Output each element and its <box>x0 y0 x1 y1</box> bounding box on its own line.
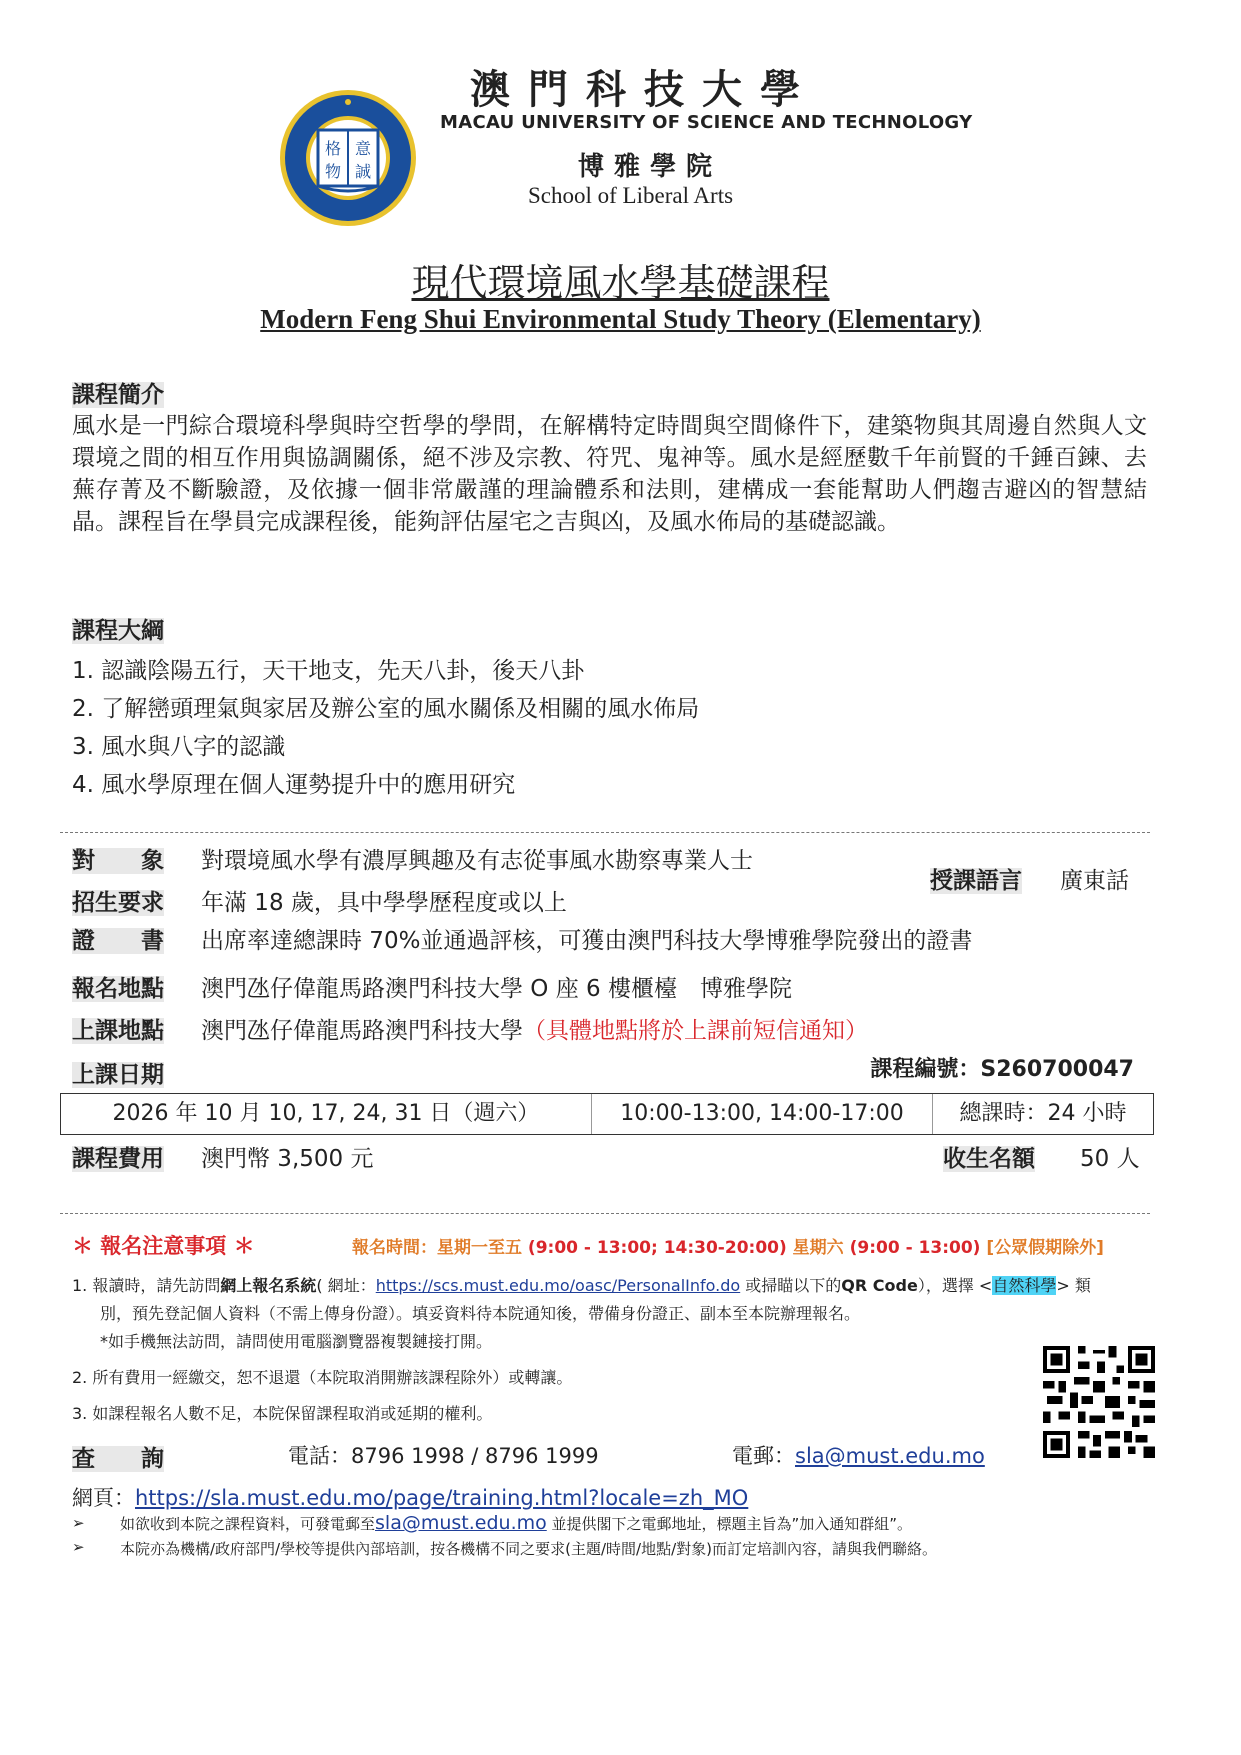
notice-item-text: *如手機無法訪問，請問使用電腦瀏覽器複製鏈接打開。 <box>100 1332 493 1351</box>
fee-value: 澳門幣 3,500 元 <box>201 1146 374 1172</box>
qr-code-label: QR Code <box>841 1276 918 1295</box>
course-title-cn: 現代環境風水學基礎課程 <box>411 261 830 305</box>
notice-item-text: 1. 報讀時，請先訪問 <box>72 1276 221 1295</box>
date-label: 上課日期 <box>72 1062 164 1088</box>
reg-hours-sat-label: 星期六 <box>792 1238 844 1258</box>
course-code: 課程編號：S260700047 <box>870 1057 1134 1082</box>
school-name-en: School of Liberal Arts <box>528 183 734 208</box>
schedule-times: 10:00-13:00, 14:00-17:00 <box>592 1094 933 1134</box>
reg-holiday-note: [公眾假期除外] <box>986 1238 1104 1258</box>
outline-heading: 課程大綱 <box>72 618 164 644</box>
fee-label: 課程費用 <box>72 1146 164 1172</box>
reg-place-value: 澳門氹仔偉龍馬路澳門科技大學 O 座 6 樓櫃檯 博雅學院 <box>201 976 792 1002</box>
university-logo <box>278 88 418 228</box>
requirement-label: 招生要求 <box>72 890 164 916</box>
schedule-table <box>60 1093 1154 1135</box>
intro-heading: 課程簡介 <box>72 382 164 408</box>
target-label: 對 象 <box>72 848 164 874</box>
email-label: 電郵： <box>732 1444 795 1468</box>
qr-code-image[interactable] <box>1043 1346 1155 1458</box>
schedule-hours: 總課時：24 小時 <box>959 1101 1127 1126</box>
svg-text:物: 物 <box>324 162 342 181</box>
enquiry-label: 查 詢 <box>72 1446 164 1472</box>
notice-item-text: > 類 <box>1056 1276 1091 1295</box>
university-name-en: MACAU UNIVERSITY OF SCIENCE AND TECHNOLOGY <box>440 112 973 133</box>
online-system-label: 網上報名系統 <box>220 1276 317 1295</box>
notice-item-text: 或掃瞄以下的 <box>740 1276 842 1295</box>
bullet-arrow-icon: ➢ <box>72 1538 85 1556</box>
bullet-text: 並提供閣下之電郵地址，標題主旨為”加入通知群組”。 <box>546 1515 913 1533</box>
notice-item-text: 別，預先登記個人資料（不需上傳身份證）。填妥資料待本院通知後，帶備身份證正、副本至本院辦理報名。 <box>100 1304 861 1323</box>
notice-item-text: 2. 所有費用一經繳交，恕不退還（本院取消開辦該課程除外）或轉讓。 <box>72 1368 573 1387</box>
divider <box>60 1213 1150 1214</box>
category-tag: 自然科學 <box>992 1276 1057 1295</box>
class-place-note: （具體地點將於上課前短信通知） <box>523 1018 868 1044</box>
reg-hours-weekday: (9:00 - 13:00; 14:30-20:00) <box>527 1238 787 1258</box>
schedule-dates: 2026 年 10 月 10, 17, 24, 31 日（週六） <box>61 1094 592 1134</box>
reg-hours-sat: (9:00 - 13:00) <box>849 1238 981 1258</box>
language-value: 廣東話 <box>1060 868 1129 894</box>
notice-item-text: ），選擇 < <box>917 1276 993 1295</box>
requirement-value: 年滿 18 歲，具中學學歷程度或以上 <box>201 890 567 916</box>
course-title-en: Modern Feng Shui Environmental Study Theory (Elementary) <box>260 304 981 334</box>
quota-value: 50 人 <box>1080 1146 1140 1172</box>
newsletter-email-link[interactable]: sla@must.edu.mo <box>375 1512 547 1534</box>
target-value: 對環境風水學有濃厚興趣及有志從事風水勘察專業人士 <box>201 848 753 874</box>
bullet-arrow-icon: ➢ <box>72 1514 85 1532</box>
registration-link[interactable]: https://scs.must.edu.mo/oasc/PersonalInfo.do <box>375 1276 741 1295</box>
notice-heading: ＊ 報名注意事項 ＊ <box>72 1234 255 1258</box>
contact-phone: 電話：8796 1998 / 8796 1999 <box>288 1444 599 1468</box>
class-place-label: 上課地點 <box>72 1018 164 1044</box>
outline-item: 1. 認識陰陽五行，天干地支，先天八卦，後天八卦 <box>72 658 585 684</box>
svg-text:誠: 誠 <box>354 162 372 181</box>
reg-place-label: 報名地點 <box>72 976 164 1002</box>
svg-text:格: 格 <box>324 139 342 158</box>
language-label: 授課語言 <box>930 868 1022 894</box>
intro-text: 風水是一門綜合環境科學與時空哲學的學問，在解構特定時間與空間條件下，建築物與其周邊自然與人文環境之間的相互作用與協調關係，絕不涉及宗教、符咒、鬼神等。風水是經歷數千年前賢的千錘百鍊、去蕪存菁及不斷驗證，及依據一個非常嚴謹的理論體系和法則，建構成一套能幫助人們趨吉避凶的智慧結晶。課程旨在學員完成課程後，能夠評估屋宅之吉與凶，及風水佈局的基礎認識。 <box>72 413 1147 535</box>
certificate-label: 證 書 <box>72 928 164 954</box>
certificate-value: 出席率達總課時 70%並通過評核，可獲由澳門科技大學博雅學院發出的證書 <box>201 928 973 954</box>
reg-hours-label: 報名時間：星期一至五 <box>352 1238 522 1258</box>
svg-text:意: 意 <box>354 139 372 158</box>
website-link[interactable]: https://sla.must.edu.mo/page/training.html?locale=zh_MO <box>135 1486 749 1510</box>
divider <box>60 832 1150 833</box>
outline-item: 3. 風水與八字的認識 <box>72 734 286 760</box>
university-name-cn: 澳門科技大學 <box>470 66 818 113</box>
class-place-value: 澳門氹仔偉龍馬路澳門科技大學 <box>201 1018 523 1044</box>
bullet-text: 如欲收到本院之課程資料，可發電郵至 <box>120 1515 376 1533</box>
notice-item-text: 3. 如課程報名人數不足，本院保留課程取消或延期的權利。 <box>72 1404 493 1423</box>
school-name-cn: 博雅學院 <box>578 152 723 182</box>
contact-email-link[interactable]: sla@must.edu.mo <box>795 1444 985 1468</box>
notice-item-text: ( 網址： <box>316 1276 376 1295</box>
quota-label: 收生名額 <box>943 1146 1035 1172</box>
outline-item: 2. 了解巒頭理氣與家居及辦公室的風水關係及相關的風水佈局 <box>72 696 700 722</box>
outline-item: 4. 風水學原理在個人運勢提升中的應用研究 <box>72 772 516 798</box>
web-label: 網頁： <box>72 1486 135 1510</box>
bullet-text: 本院亦為機構/政府部門/學校等提供內部培訓，按各機構不同之要求(主題/時間/地點/對象)而訂定培訓內容，請與我們聯絡。 <box>120 1540 937 1558</box>
